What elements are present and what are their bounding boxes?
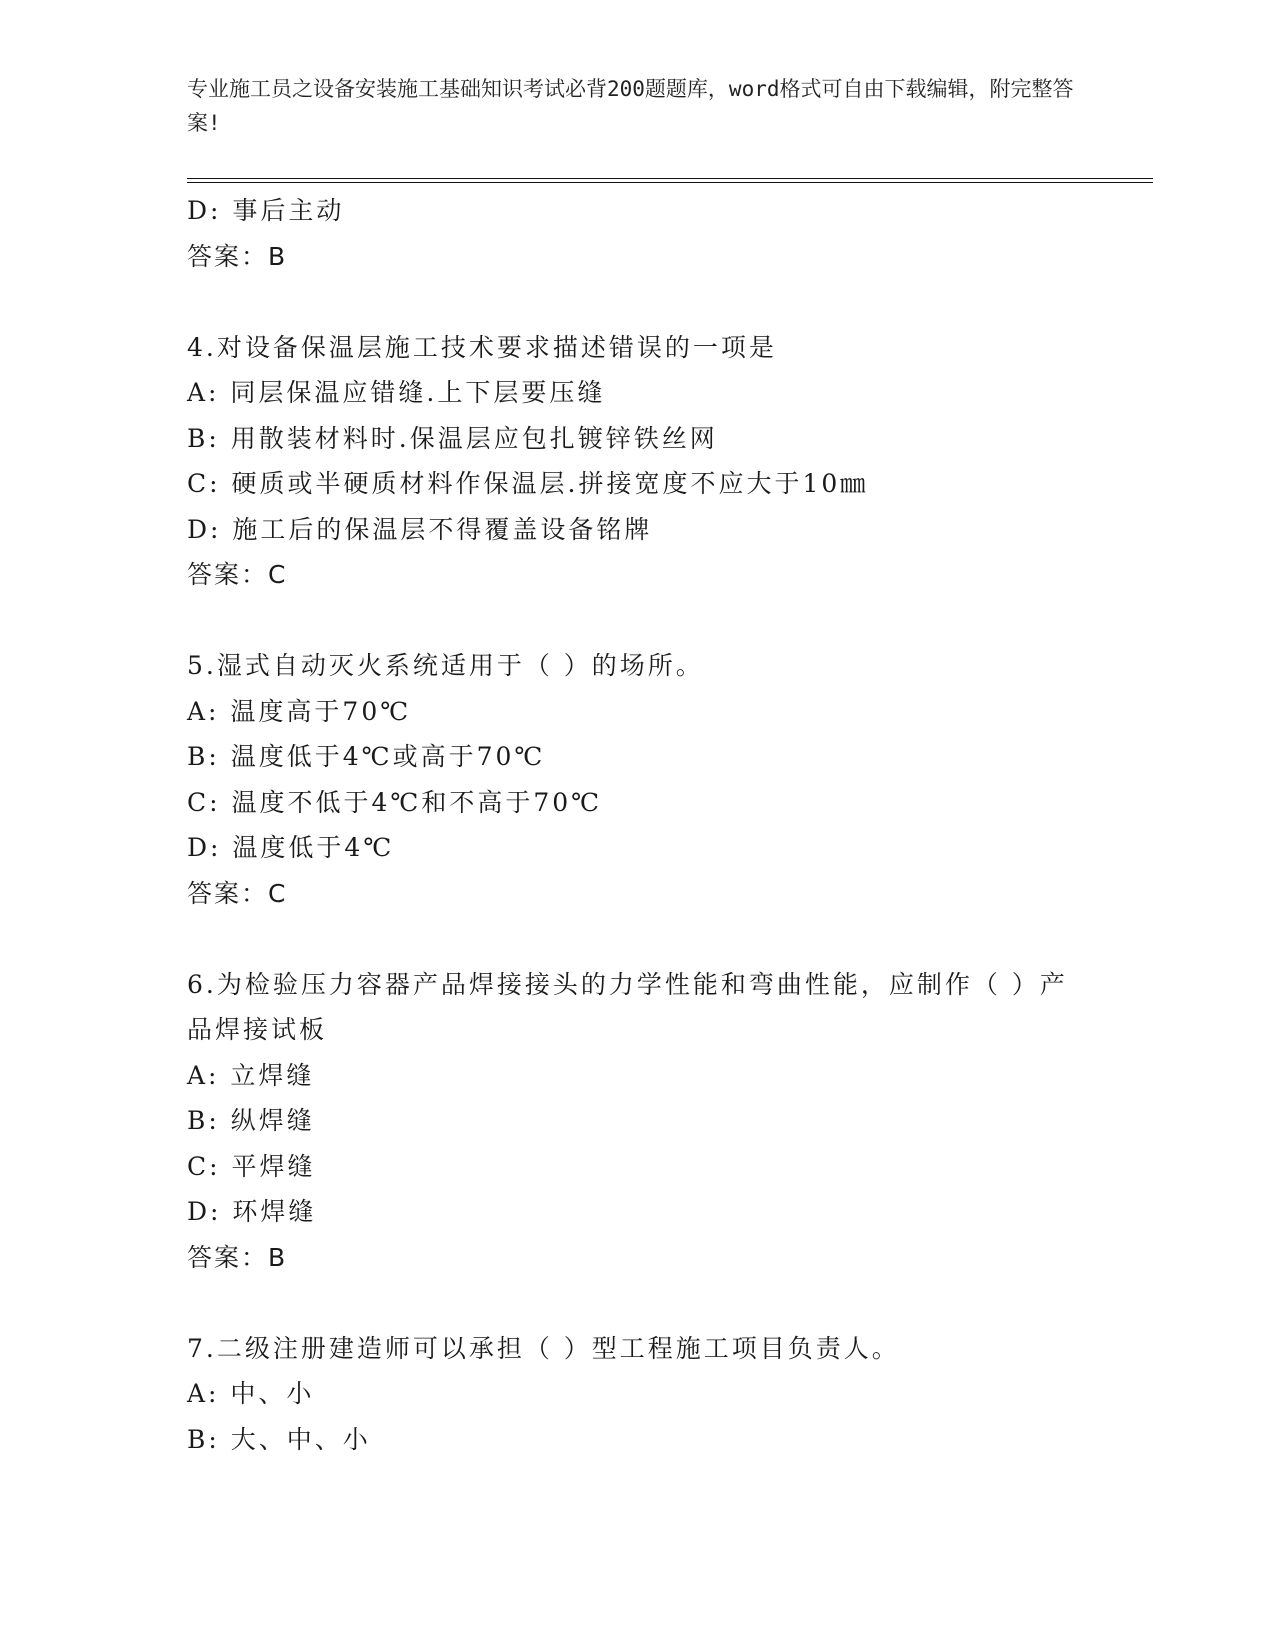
answer-line: 答案：C — [187, 878, 288, 908]
question-list — [187, 188, 1087, 1462]
option-c: C: 平焊缝 — [187, 1151, 316, 1181]
question-5 — [187, 643, 1087, 916]
question-stem: 7.二级注册建造师可以承担（ ）型工程施工项目负责人。 — [187, 1333, 900, 1363]
question-stem: 6.为检验压力容器产品焊接接头的力学性能和弯曲性能，应制作（ ）产品焊接试板 — [187, 969, 1068, 1044]
question-stem: 4.对设备保温层施工技术要求描述错误的一项是 — [187, 332, 777, 362]
option-a: A: 立焊缝 — [187, 1060, 315, 1090]
option-b: B: 温度低于4℃或高于70℃ — [187, 742, 546, 771]
option-b: B: 用散装材料时.保温层应包扎镀锌铁丝网 — [187, 423, 718, 453]
answer-line: 答案：B — [187, 241, 288, 271]
question-6 — [187, 962, 1087, 1281]
option-a: A: 中、小 — [187, 1379, 315, 1408]
option-c: C: 硬质或半硬质材料作保温层.拼接宽度不应大于10㎜ — [187, 469, 869, 498]
option-d: D: 施工后的保温层不得覆盖设备铭牌 — [187, 514, 653, 544]
document-header: 专业施工员之设备安装施工基础知识考试必背200题题库，word格式可自由下载编辑，附完整答案! — [187, 77, 1074, 135]
option-b: B: 纵焊缝 — [187, 1106, 315, 1135]
option-d: D: 温度低于4℃ — [187, 833, 395, 862]
option-a: A: 同层保温应错缝.上下层要压缝 — [187, 378, 606, 407]
option-b: B: 大、中、小 — [187, 1424, 371, 1454]
option-d: D: 环焊缝 — [187, 1197, 317, 1226]
question-7 — [187, 1326, 1087, 1463]
option-d: D: 事后主动 — [187, 196, 345, 225]
header-divider — [187, 178, 1153, 183]
question-stem: 5.湿式自动灭火系统适用于（ ）的场所。 — [187, 651, 704, 680]
answer-line: 答案：C — [187, 560, 288, 589]
option-a: A: 温度高于70℃ — [187, 696, 412, 726]
option-c: C: 温度不低于4℃和不高于70℃ — [187, 787, 603, 817]
answer-line: 答案：B — [187, 1242, 288, 1272]
question-4 — [187, 325, 1087, 598]
